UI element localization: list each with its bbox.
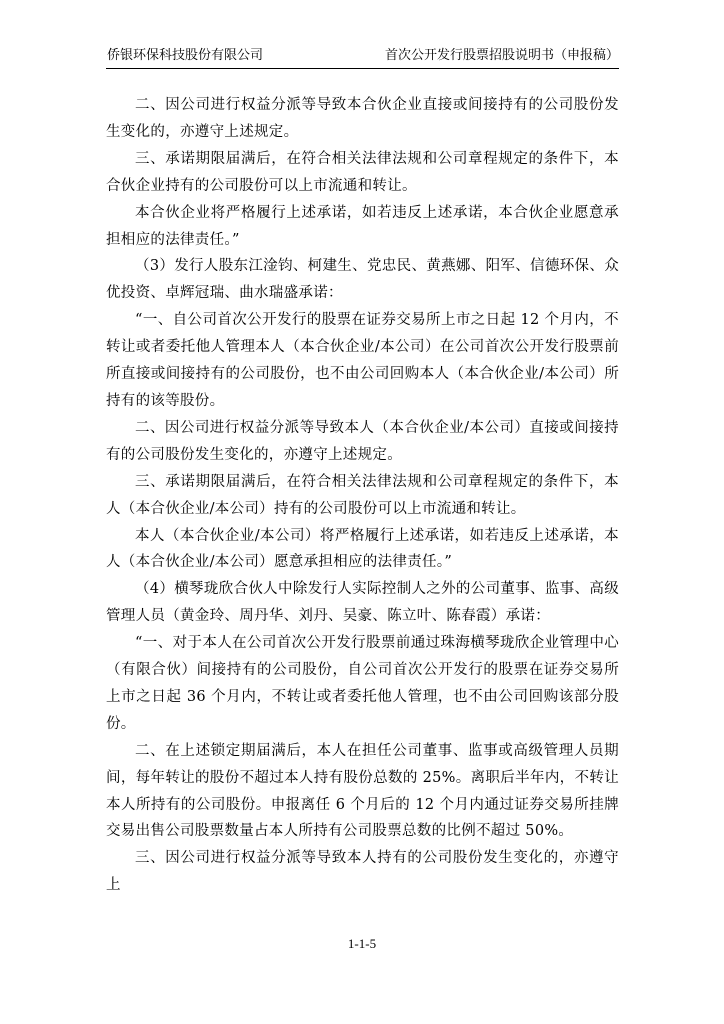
paragraph: （3）发行人股东江淦钧、柯建生、党忠民、黄燕娜、阳军、信德环保、众优投资、卓辉冠瑞、曲水瑞盛承诺： [106,258,619,302]
paragraph: 三、承诺期限届满后，在符合相关法律法规和公司章程规定的条件下，本人（本合伙企业/本公司）持有的公司股份可以上市流通和转让。 [106,473,619,517]
paragraph: “一、自公司首次公开发行的股票在证券交易所上市之日起 12 个月内，不转让或者委托他人管理本人（本合伙企业/本公司）在公司首次公开发行股票前所直接或间接持有的公司股份，也不由公司回购本人（本合伙企业/本公司）所持有的该等股份。 [106,312,619,409]
paragraph: 本合伙企业将严格履行上述承诺，如若违反上述承诺，本合伙企业愿意承担相应的法律责任。” [106,204,619,248]
paragraph: 三、因公司进行权益分派等导致本人持有的公司股份发生变化的，亦遵守上 [106,850,619,894]
page-number: 1-1-5 [347,936,377,951]
paragraph: 本人（本合伙企业/本公司）将严格履行上述承诺，如若违反上述承诺，本人（本合伙企业/本公司）愿意承担相应的法律责任。” [106,527,619,571]
paragraph: 二、在上述锁定期届满后，本人在担任公司董事、监事或高级管理人员期间，每年转让的股份不超过本人持有股份总数的 25%。离职后半年内，不转让本人所持有的公司股份。申报离任 6 个月后的 12 个月内通过证券交易所挂牌交易出售公司股票数量占本人所持有公司股票总数的比例不超过 50%。 [106,742,619,840]
paragraph: “一、对于本人在公司首次公开发行股票前通过珠海横琴珑欣企业管理中心（有限合伙）间接持有的公司股份，自公司首次公开发行的股票在证券交易所上市之日起 36 个月内，不转让或者委托他人管理，也不由公司回购该部分股份。 [106,635,619,732]
body-text [106,92,619,899]
paragraph: （4）横琴珑欣合伙人中除发行人实际控制人之外的公司董事、监事、高级管理人员（黄金玲、周丹华、刘丹、吴豪、陈立叶、陈春霞）承诺： [106,581,619,625]
header-company-name: 侨银环保科技股份有限公司 [107,48,264,63]
header-document-title: 首次公开发行股票招股说明书（申报稿） [384,48,619,63]
page-header [106,46,619,69]
paragraph: 二、因公司进行权益分派等导致本合伙企业直接或间接持有的公司股份发生变化的，亦遵守上述规定。 [106,97,619,140]
paragraph: 二、因公司进行权益分派等导致本人（本合伙企业/本公司）直接或间接持有的公司股份发生变化的，亦遵守上述规定。 [106,419,619,463]
paragraph: 三、承诺期限届满后，在符合相关法律法规和公司章程规定的条件下，本合伙企业持有的公司股份可以上市流通和转让。 [106,150,619,194]
